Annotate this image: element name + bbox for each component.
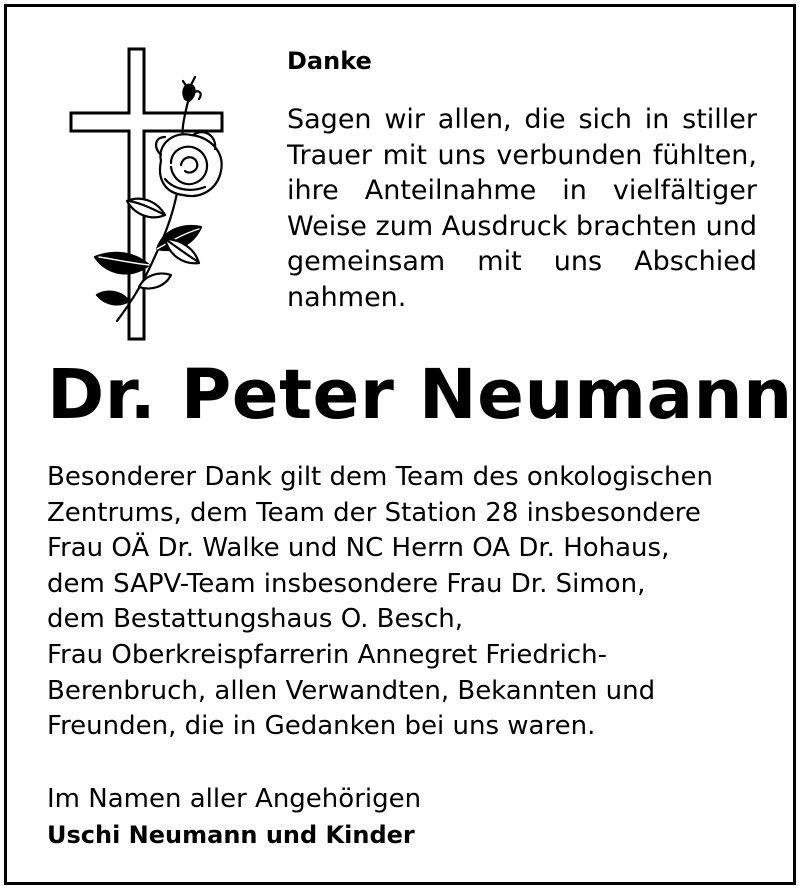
thanks-line: Besonderer Dank gilt dem Team des onkologischen	[47, 462, 713, 492]
thanks-line: dem Bestattungshaus O. Besch,	[47, 604, 464, 635]
thanks-line: Zentrums, dem Team der Station 28 insbesondere	[47, 497, 701, 528]
obituary-notice	[4, 4, 796, 885]
intro-text: Sagen wir allen, die sich in stiller Trauer mit uns verbunden fühlten, ihre Anteilnahme in vielfältiger Weise zum Ausdruck brachten und gemeinsam mit uns Abschied nahmen.	[287, 104, 757, 313]
thanks-line: Berenbruch, allen Verwandten, Bekannten und	[47, 675, 656, 706]
thanks-line: Frau OÄ Dr. Walke und NC Herrn OA Dr. Hohaus,	[47, 533, 670, 564]
thanks-line: dem SAPV-Team insbesondere Frau Dr. Simon,	[47, 568, 646, 599]
thanks-line: Freunden, die in Gedanken bei uns waren.	[47, 711, 596, 742]
closing-text: Im Namen aller Angehörigen	[47, 784, 422, 814]
heading: Danke	[287, 47, 372, 75]
cross-with-rose	[65, 43, 237, 345]
thanks-line: Frau Oberkreispfarrerin Annegret Friedrich-	[47, 639, 607, 670]
deceased-name: Dr. Peter Neumann	[47, 355, 793, 435]
signature: Uschi Neumann und Kinder	[47, 821, 415, 849]
thanks-paragraph	[47, 460, 787, 745]
